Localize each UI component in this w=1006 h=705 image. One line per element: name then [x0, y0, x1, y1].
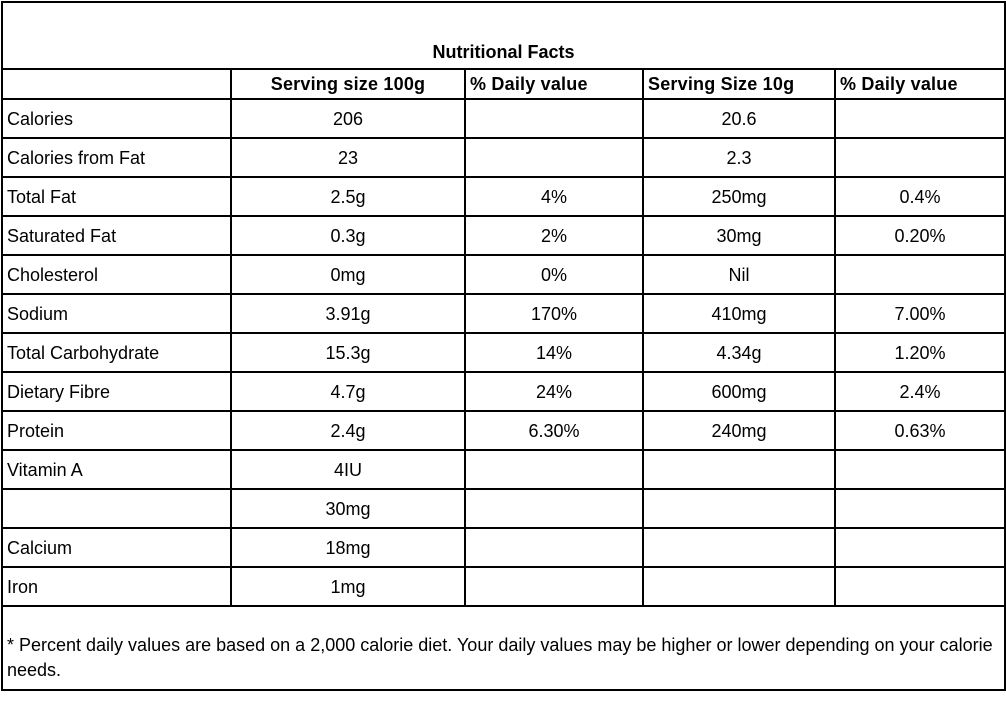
serving-100g-cell: 4.7g: [231, 372, 465, 411]
daily-value-100g-cell: 2%: [465, 216, 643, 255]
serving-10g-cell: [643, 489, 835, 528]
nutrient-cell: Calories: [2, 99, 231, 138]
serving-100g-cell: 3.91g: [231, 294, 465, 333]
header-cell-serving-10g: Serving Size 10g: [643, 69, 835, 99]
nutrient-cell: Total Carbohydrate: [2, 333, 231, 372]
daily-value-10g-cell: [835, 450, 1005, 489]
serving-10g-cell: [643, 450, 835, 489]
header-cell-serving-100g: Serving size 100g: [231, 69, 465, 99]
daily-value-10g-cell: 0.63%: [835, 411, 1005, 450]
nutrient-cell: Total Fat: [2, 177, 231, 216]
daily-value-100g-cell: [465, 489, 643, 528]
nutrient-cell: Dietary Fibre: [2, 372, 231, 411]
daily-value-100g-cell: [465, 99, 643, 138]
nutrient-cell: Calories from Fat: [2, 138, 231, 177]
header-row: [2, 69, 1005, 99]
nutrient-cell: Cholesterol: [2, 255, 231, 294]
serving-10g-cell: [643, 528, 835, 567]
daily-value-100g-cell: 0%: [465, 255, 643, 294]
table-row: [2, 99, 1005, 138]
table-row: [2, 177, 1005, 216]
serving-100g-cell: 4IU: [231, 450, 465, 489]
table-row: [2, 333, 1005, 372]
nutrient-cell: Vitamin A: [2, 450, 231, 489]
serving-10g-cell: Nil: [643, 255, 835, 294]
table-title: Nutritional Facts: [2, 2, 1005, 69]
serving-100g-cell: 0.3g: [231, 216, 465, 255]
daily-value-10g-cell: [835, 567, 1005, 606]
serving-100g-cell: 2.5g: [231, 177, 465, 216]
table-row: [2, 489, 1005, 528]
daily-value-10g-cell: [835, 489, 1005, 528]
serving-100g-cell: 1mg: [231, 567, 465, 606]
table-row: [2, 411, 1005, 450]
nutrient-cell: Protein: [2, 411, 231, 450]
daily-value-100g-cell: [465, 528, 643, 567]
serving-10g-cell: 250mg: [643, 177, 835, 216]
serving-100g-cell: 18mg: [231, 528, 465, 567]
table-row: [2, 372, 1005, 411]
serving-100g-cell: 30mg: [231, 489, 465, 528]
serving-10g-cell: 4.34g: [643, 333, 835, 372]
serving-100g-cell: 15.3g: [231, 333, 465, 372]
nutrition-table: [1, 1, 1006, 691]
daily-value-100g-cell: [465, 450, 643, 489]
serving-10g-cell: 30mg: [643, 216, 835, 255]
title-row: [2, 2, 1005, 69]
daily-value-10g-cell: 2.4%: [835, 372, 1005, 411]
daily-value-10g-cell: 1.20%: [835, 333, 1005, 372]
daily-value-100g-cell: 14%: [465, 333, 643, 372]
nutrient-cell: Calcium: [2, 528, 231, 567]
footnote: * Percent daily values are based on a 2,000 calorie diet. Your daily values may be higher or lower depending on your calorie needs.: [2, 606, 1005, 690]
table-row: [2, 294, 1005, 333]
serving-10g-cell: 600mg: [643, 372, 835, 411]
daily-value-10g-cell: 0.20%: [835, 216, 1005, 255]
header-cell-daily-value-100g: % Daily value: [465, 69, 643, 99]
nutrient-cell: Iron: [2, 567, 231, 606]
table-row: [2, 450, 1005, 489]
table-row: [2, 255, 1005, 294]
serving-100g-cell: 0mg: [231, 255, 465, 294]
daily-value-10g-cell: [835, 528, 1005, 567]
daily-value-10g-cell: [835, 255, 1005, 294]
serving-10g-cell: [643, 567, 835, 606]
table-row: [2, 567, 1005, 606]
daily-value-10g-cell: [835, 138, 1005, 177]
daily-value-100g-cell: 4%: [465, 177, 643, 216]
serving-10g-cell: 20.6: [643, 99, 835, 138]
serving-100g-cell: 23: [231, 138, 465, 177]
header-cell-nutrient: [2, 69, 231, 99]
serving-100g-cell: 206: [231, 99, 465, 138]
daily-value-100g-cell: 170%: [465, 294, 643, 333]
daily-value-10g-cell: 7.00%: [835, 294, 1005, 333]
daily-value-100g-cell: [465, 138, 643, 177]
serving-100g-cell: 2.4g: [231, 411, 465, 450]
serving-10g-cell: 240mg: [643, 411, 835, 450]
serving-10g-cell: 410mg: [643, 294, 835, 333]
nutrient-cell: Sodium: [2, 294, 231, 333]
serving-10g-cell: 2.3: [643, 138, 835, 177]
nutrient-cell: [2, 489, 231, 528]
daily-value-100g-cell: [465, 567, 643, 606]
daily-value-10g-cell: [835, 99, 1005, 138]
daily-value-100g-cell: 6.30%: [465, 411, 643, 450]
header-cell-daily-value-10g: % Daily value: [835, 69, 1005, 99]
daily-value-10g-cell: 0.4%: [835, 177, 1005, 216]
table-row: [2, 138, 1005, 177]
table-row: [2, 528, 1005, 567]
footnote-row: [2, 606, 1005, 690]
table-row: [2, 216, 1005, 255]
nutrient-cell: Saturated Fat: [2, 216, 231, 255]
daily-value-100g-cell: 24%: [465, 372, 643, 411]
